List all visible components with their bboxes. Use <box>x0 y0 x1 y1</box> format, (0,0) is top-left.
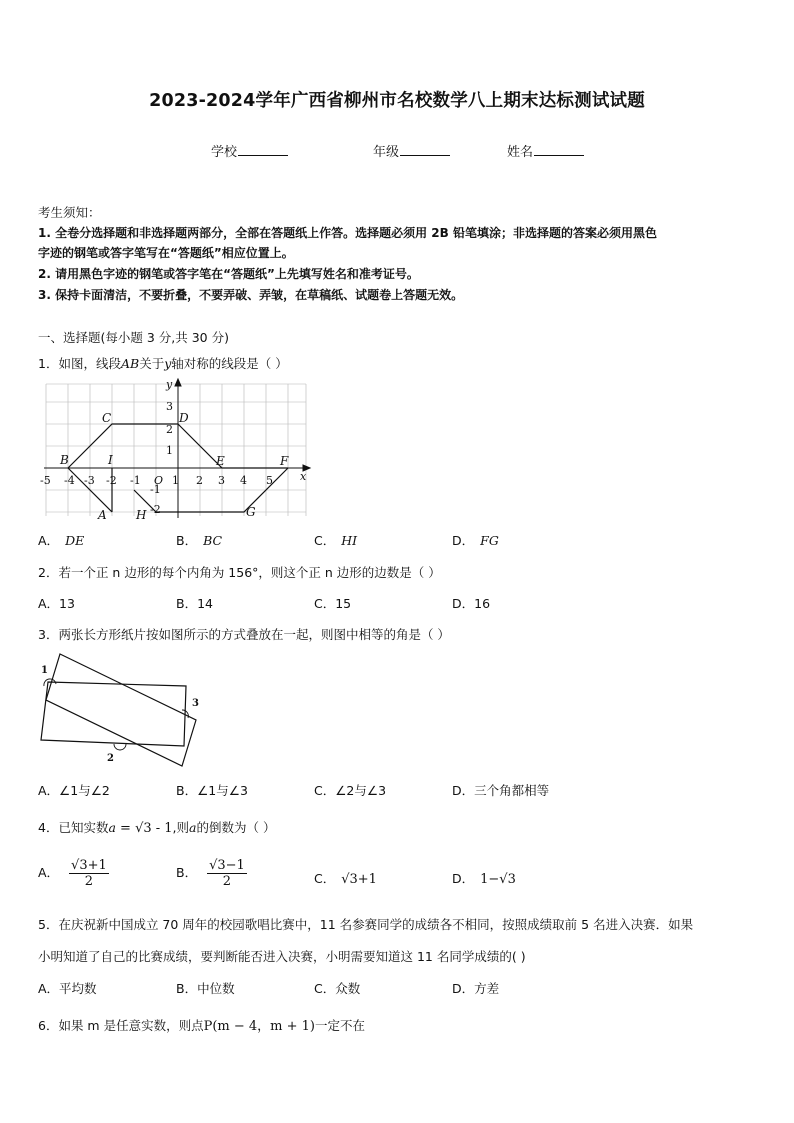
q1-option-d[interactable] <box>452 531 499 549</box>
q1-y-tick-1: 2 <box>166 423 173 436</box>
q3-label-1: 1 <box>41 665 48 676</box>
notice-line-1a: 1. 全卷分选择题和非选择题两部分，全部在答题纸上作答。选择题必须用 2B 铅笔填涂；非选择题的答案必须用黑色 <box>38 226 657 240</box>
name-blank <box>534 142 584 156</box>
q3-rectangle-horizontal <box>41 682 186 746</box>
q3-option-b[interactable]: B．∠1与∠3 <box>176 783 248 798</box>
q3-option-a[interactable]: A．∠1与∠2 <box>38 783 110 798</box>
q3-label-2: 2 <box>107 753 114 764</box>
notice-heading: 考生须知： <box>38 205 101 220</box>
q1-x-tick-7: 2 <box>196 474 203 487</box>
q1-stem-b: 关于 <box>139 356 165 371</box>
q1-x-tick-4: -1 <box>130 474 141 487</box>
q1-point-a: A <box>98 508 107 522</box>
q5-option-a[interactable]: A．平均数 <box>38 981 97 996</box>
q6-stem-a: 6．如果 m 是任意实数，则点 <box>38 1018 204 1033</box>
q4-option-c-value: √3+1 <box>341 872 377 887</box>
q3-label-3: 3 <box>192 698 199 709</box>
q1-point-d: D <box>179 411 189 425</box>
page-title: 2023-2024学年广西省柳州市名校数学八上期末达标测试试题 <box>149 91 645 111</box>
q5-option-d[interactable]: D．方差 <box>452 981 500 996</box>
q4-stem-b: ,则 <box>172 820 190 835</box>
q4-variable-a-2: a <box>189 820 197 835</box>
q5-option-c[interactable]: C．众数 <box>314 981 361 996</box>
q4-stem-c: 的倒数为（ ） <box>196 820 276 835</box>
q1-x-tick-10: 5 <box>266 474 273 487</box>
q1-option-c[interactable] <box>314 531 357 549</box>
q1-option-d-value: FG <box>480 533 499 548</box>
q4-option-b-fraction <box>207 858 247 889</box>
notice-line-3: 3. 保持卡面清洁，不要折叠，不要弄破、弄皱，在草稿纸、试题卷上答题无效。 <box>38 288 464 302</box>
q1-x-tick-3: -2 <box>106 474 117 487</box>
q2-option-a[interactable]: A．13 <box>38 596 75 611</box>
q1-option-d-label: D． <box>452 533 475 548</box>
q4-option-a-denominator: 2 <box>84 874 94 889</box>
q1-option-a-value: DE <box>65 533 85 548</box>
name-field <box>507 141 584 160</box>
name-label: 姓名 <box>507 145 534 160</box>
q1-y-tick-3: -1 <box>150 483 161 496</box>
q4-option-b-numerator: √3−1 <box>209 858 245 873</box>
q3-rectangle-tilted <box>46 654 196 766</box>
q1-y-tick-0: 3 <box>166 400 173 413</box>
notice-line-2: 2. 请用黑色字迹的钢笔或答字笔在“答题纸”上先填写姓名和准考证号。 <box>38 267 419 281</box>
q4-option-c-label: C． <box>314 871 336 886</box>
grade-label: 年级 <box>373 145 400 160</box>
q1-axes <box>44 379 310 518</box>
q4-option-a-numerator: √3+1 <box>71 858 107 873</box>
q1-option-b[interactable] <box>176 531 222 549</box>
q1-point-h: H <box>136 508 147 522</box>
q4-option-d-value: 1−√3 <box>480 872 516 887</box>
question-6-stem <box>38 1015 365 1034</box>
q4-equation: = √3 - 1 <box>115 821 173 836</box>
q1-option-c-value: HI <box>341 533 358 548</box>
q1-axis-y-label: y <box>166 378 173 391</box>
grade-field <box>373 141 450 160</box>
q4-option-c[interactable] <box>314 869 377 887</box>
q4-option-d[interactable] <box>452 869 516 887</box>
q1-option-b-label: B． <box>176 533 198 548</box>
q1-coordinate-figure <box>38 376 313 522</box>
q1-point-b: B <box>60 453 69 467</box>
q6-stem-b: 一定不在 <box>314 1018 365 1033</box>
q1-axis-x-label: x <box>300 470 307 483</box>
q5-option-b[interactable]: B．中位数 <box>176 981 235 996</box>
q3-rectangles-figure <box>34 648 209 768</box>
q2-option-d[interactable]: D．16 <box>452 596 491 611</box>
q3-option-c[interactable]: C．∠2与∠3 <box>314 783 387 798</box>
q1-x-tick-1: -4 <box>64 474 75 487</box>
q1-segment-ab: AB <box>120 356 140 371</box>
q4-option-a-label: A． <box>38 865 60 880</box>
section-heading: 一、选择题(每小题 3 分,共 30 分) <box>38 330 229 345</box>
question-2-stem: 2．若一个正 n 边形的每个内角为 156°，则这个正 n 边形的边数是（ ） <box>38 565 441 580</box>
q1-x-tick-5: O <box>154 474 164 487</box>
school-label: 学校 <box>211 145 238 160</box>
notice-line-1b: 字迹的钢笔或答字笔写在“答题纸”相应位置上。 <box>38 246 294 260</box>
q6-point: P(m − 4，m + 1) <box>203 1019 315 1034</box>
q4-variable-a: a <box>108 820 116 835</box>
q1-point-e: E <box>216 454 225 468</box>
q1-y-tick-2: 1 <box>166 444 173 457</box>
q4-option-b-denominator: 2 <box>222 874 232 889</box>
question-5-line-2: 小明知道了自己的比赛成绩，要判断能否进入决赛，小明需要知道这 11 名同学成绩的( ) <box>38 949 526 964</box>
q1-stem-c: 轴对称的线段是（ ） <box>171 356 288 371</box>
q1-point-c: C <box>102 411 112 425</box>
q1-x-tick-2: -3 <box>84 474 95 487</box>
q1-x-tick-0: -5 <box>40 474 51 487</box>
q1-point-i: I <box>108 453 113 467</box>
q1-axis-y: y <box>164 356 172 371</box>
q1-option-a-label: A． <box>38 533 60 548</box>
q3-option-d[interactable]: D．三个角都相等 <box>452 783 550 798</box>
q1-stem-a: 1．如图，线段 <box>38 356 121 371</box>
q4-option-a[interactable] <box>38 858 109 889</box>
q4-stem-a: 4．已知实数 <box>38 820 109 835</box>
question-4-stem <box>38 818 275 836</box>
q1-x-tick-6: 1 <box>172 474 179 487</box>
question-1-stem <box>38 354 288 372</box>
q3-angle-2-arc <box>114 744 126 750</box>
school-blank <box>238 142 288 156</box>
q1-x-tick-8: 3 <box>218 474 225 487</box>
q2-option-c[interactable]: C．15 <box>314 596 352 611</box>
school-field <box>211 141 288 160</box>
q1-option-a[interactable] <box>38 531 84 549</box>
q4-option-b-label: B． <box>176 865 198 880</box>
grade-blank <box>400 142 450 156</box>
q4-option-b[interactable] <box>176 858 247 889</box>
q1-point-g: G <box>246 505 256 519</box>
q1-grid <box>46 384 306 516</box>
question-3-stem: 3．两张长方形纸片按如图所示的方式叠放在一起，则图中相等的角是（ ） <box>38 627 450 642</box>
q4-option-a-fraction <box>69 858 109 889</box>
q1-y-tick-4: -2 <box>150 503 161 516</box>
question-5-line-1: 5．在庆祝新中国成立 70 周年的校园歌唱比赛中，11 名参赛同学的成绩各不相同，按照成绩取前 5 名进入决赛．如果 <box>38 917 694 932</box>
q1-point-f: F <box>280 454 289 468</box>
q1-option-b-value: BC <box>203 533 223 548</box>
q4-option-d-label: D． <box>452 871 475 886</box>
q2-option-b[interactable]: B．14 <box>176 596 213 611</box>
q1-x-tick-9: 4 <box>240 474 247 487</box>
q1-option-c-label: C． <box>314 533 336 548</box>
